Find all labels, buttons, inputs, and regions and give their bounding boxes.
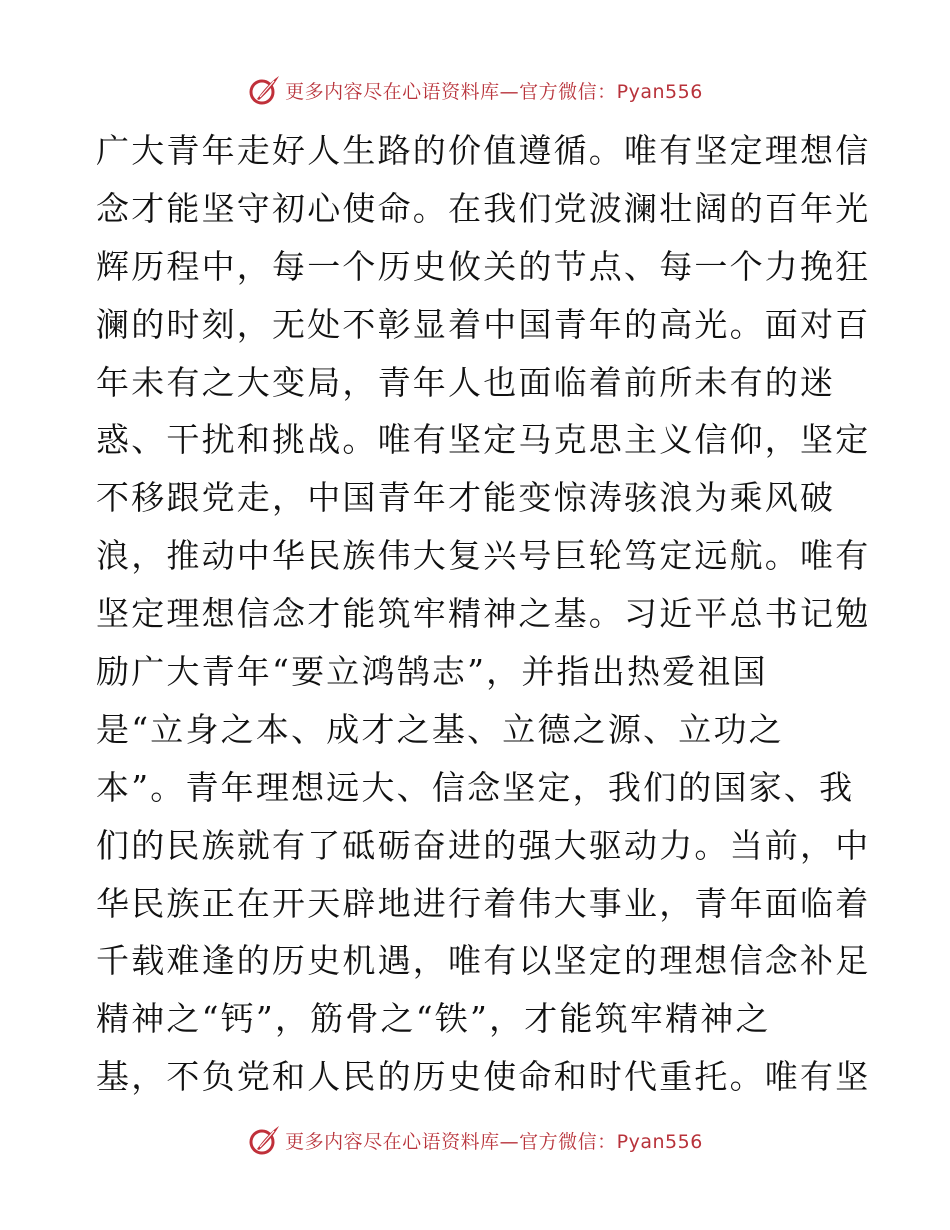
text-line: 辉历程中，每一个历史攸关的节点、每一个力挽狂 bbox=[96, 246, 871, 286]
header-banner-text: 更多内容尽在心语资料库—官方微信：Pyan556 bbox=[285, 80, 703, 103]
text-line: 本”。青年理想远大、信念坚定，我们的国家、我 bbox=[96, 767, 855, 807]
footer-banner bbox=[0, 1120, 950, 1160]
header-banner bbox=[0, 70, 950, 110]
text-line: 念才能坚守初心使命。在我们党波澜壮阔的百年光 bbox=[96, 188, 871, 228]
text-line: 年未有之大变局，青年人也面临着前所未有的迷 bbox=[96, 362, 836, 402]
text-line: 澜的时刻，无处不彰显着中国青年的高光。面对百 bbox=[96, 304, 871, 344]
text-line: 华民族正在开天辟地进行着伟大事业，青年面临着 bbox=[96, 883, 871, 923]
document-body bbox=[96, 122, 871, 1106]
text-line: 是“立身之本、成才之基、立德之源、立功之 bbox=[96, 709, 784, 749]
text-line: 坚定理想信念才能筑牢精神之基。习近平总书记勉 bbox=[96, 594, 871, 634]
text-line: 们的民族就有了砥砺奋进的强大驱动力。当前，中 bbox=[96, 825, 871, 865]
text-line: 基，不负党和人民的历史使命和时代重托。唯有坚 bbox=[96, 1057, 871, 1097]
text-line: 千载难逢的历史机遇，唯有以坚定的理想信念补足 bbox=[96, 941, 871, 981]
red-quill-circle-logo-icon bbox=[247, 1123, 281, 1157]
text-line: 励广大青年“要立鸿鹄志”，并指出热爱祖国 bbox=[96, 652, 768, 692]
text-line: 广大青年走好人生路的价值遵循。唯有坚定理想信 bbox=[96, 131, 871, 170]
red-quill-circle-logo-icon bbox=[247, 73, 281, 107]
text-line: 惑、干扰和挑战。唯有坚定马克思主义信仰，坚定 bbox=[96, 420, 871, 460]
footer-banner-text: 更多内容尽在心语资料库—官方微信：Pyan556 bbox=[285, 1130, 703, 1153]
text-line: 精神之“钙”，筋骨之“铁”，才能筑牢精神之 bbox=[96, 999, 771, 1039]
text-line: 浪，推动中华民族伟大复兴号巨轮笃定远航。唯有 bbox=[96, 536, 871, 576]
text-line: 不移跟党走，中国青年才能变惊涛骇浪为乘风破 bbox=[96, 478, 836, 518]
